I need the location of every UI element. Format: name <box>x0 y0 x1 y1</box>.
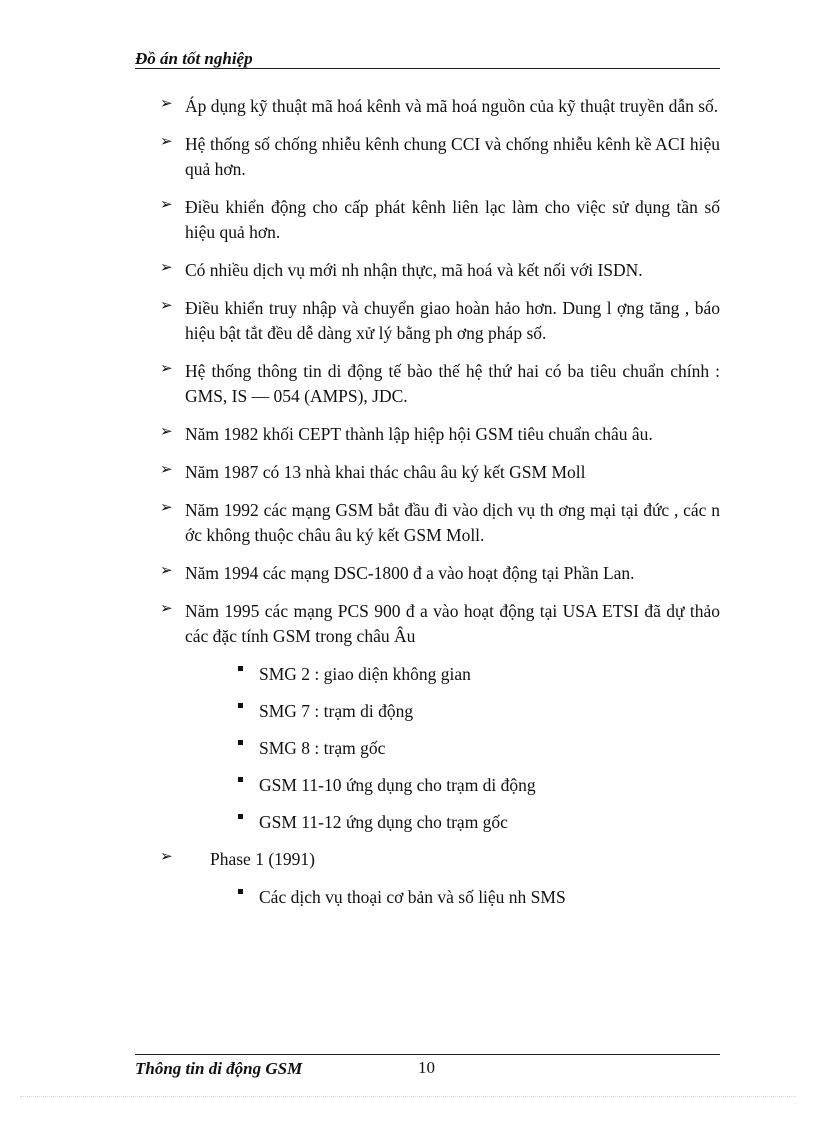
sub-list-item <box>259 662 720 687</box>
list-item-text: Năm 1995 các mạng PCS 900 đ a vào hoạt động tại USA ETSI đã dự thảo các đặc tính GSM trong châu Âu <box>185 601 720 646</box>
phase-heading-text: Phase 1 (1991) <box>210 849 315 869</box>
arrow-bullet-icon: ➢ <box>160 563 173 579</box>
list-item <box>160 498 720 548</box>
arrow-bullet-icon: ➢ <box>160 849 173 865</box>
arrow-bullet-icon: ➢ <box>160 96 173 112</box>
list-item-text: Năm 1982 khối CEPT thành lập hiệp hội GSM tiêu chuẩn châu âu. <box>185 424 653 444</box>
sub-list-item <box>259 736 720 761</box>
list-item <box>160 94 720 119</box>
square-bullet-icon <box>238 777 243 782</box>
square-bullet-icon <box>238 889 243 894</box>
list-item-text: Hệ thống số chống nhiễu kênh chung CCI và chống nhiễu kênh kề ACI hiệu quả hơn. <box>185 134 720 179</box>
list-item-text: Hệ thống thông tin di động tế bào thế hệ thứ hai có ba tiêu chuẩn chính : GMS, IS — 054 (AMPS), JDC. <box>185 361 720 406</box>
arrow-bullet-icon: ➢ <box>160 462 173 478</box>
list-item <box>160 132 720 182</box>
arrow-bullet-icon: ➢ <box>160 298 173 314</box>
list-item-text: Năm 1987 có 13 nhà khai thác châu âu ký kết GSM Moll <box>185 462 586 482</box>
sub-list-item-text: GSM 11-12 ứng dụng cho trạm gốc <box>259 812 508 832</box>
sub-list-item-text: SMG 2 : giao diện không gian <box>259 664 471 684</box>
sub-list-item <box>259 810 720 835</box>
square-bullet-icon <box>238 740 243 745</box>
list-item-text: Áp dụng kỹ thuật mã hoá kênh và mã hoá nguồn của kỹ thuật truyền dẫn số. <box>185 96 719 116</box>
list-item <box>160 359 720 409</box>
page-edge-divider <box>20 1096 796 1097</box>
list-item-text: Có nhiều dịch vụ mới nh nhận thực, mã hoá và kết nối với ISDN. <box>185 260 643 280</box>
sub-list-item <box>259 773 720 798</box>
list-item-text: Năm 1994 các mạng DSC-1800 đ a vào hoạt động tại Phần Lan. <box>185 563 635 583</box>
sub-list-item-text: SMG 8 : trạm gốc <box>259 738 386 758</box>
list-item-text: Điều khiển động cho cấp phát kênh liên lạc làm cho việc sử dụng tần số hiệu quả hơn. <box>185 197 720 242</box>
arrow-bullet-icon: ➢ <box>160 260 173 276</box>
sub-list-item-text: SMG 7 : trạm di động <box>259 701 414 721</box>
sub-list-item-text: GSM 11-10 ứng dụng cho trạm di động <box>259 775 536 795</box>
arrow-bullet-icon: ➢ <box>160 197 173 213</box>
list-item <box>160 422 720 447</box>
arrow-bullet-icon: ➢ <box>160 134 173 150</box>
arrow-bullet-icon: ➢ <box>160 361 173 377</box>
list-item-text: Năm 1992 các mạng GSM bắt đầu đi vào dịch vụ th ơng mại tại đức , các n ớc không thuộc châu âu ký kết GSM Moll. <box>185 500 720 545</box>
sub-list-item-text: Các dịch vụ thoại cơ bản và số liệu nh SMS <box>259 887 566 907</box>
sub-list-item <box>259 885 720 910</box>
sub-list-item <box>259 699 720 724</box>
list-item <box>160 195 720 245</box>
arrow-bullet-icon: ➢ <box>160 601 173 617</box>
list-item-text: Điều khiển truy nhập và chuyển giao hoàn hảo hơn. Dung l ợng tăng , báo hiệu bật tắt đều dễ dàng xử lý bằng ph ơng pháp số. <box>185 298 720 343</box>
page-header <box>135 48 720 69</box>
list-item <box>160 296 720 346</box>
list-item <box>160 599 720 649</box>
square-bullet-icon <box>238 703 243 708</box>
square-bullet-icon <box>238 814 243 819</box>
list-item <box>160 561 720 586</box>
list-item <box>160 258 720 283</box>
phase-heading <box>160 847 720 872</box>
header-title: Đồ án tốt nghiệp <box>135 49 253 68</box>
page-footer <box>135 1054 720 1079</box>
page-number: 10 <box>418 1058 435 1077</box>
arrow-bullet-icon: ➢ <box>160 500 173 516</box>
arrow-bullet-icon: ➢ <box>160 424 173 440</box>
square-bullet-icon <box>238 666 243 671</box>
footer-title: Thông tin di động GSM <box>135 1059 303 1078</box>
page-content <box>160 94 720 922</box>
list-item <box>160 460 720 485</box>
